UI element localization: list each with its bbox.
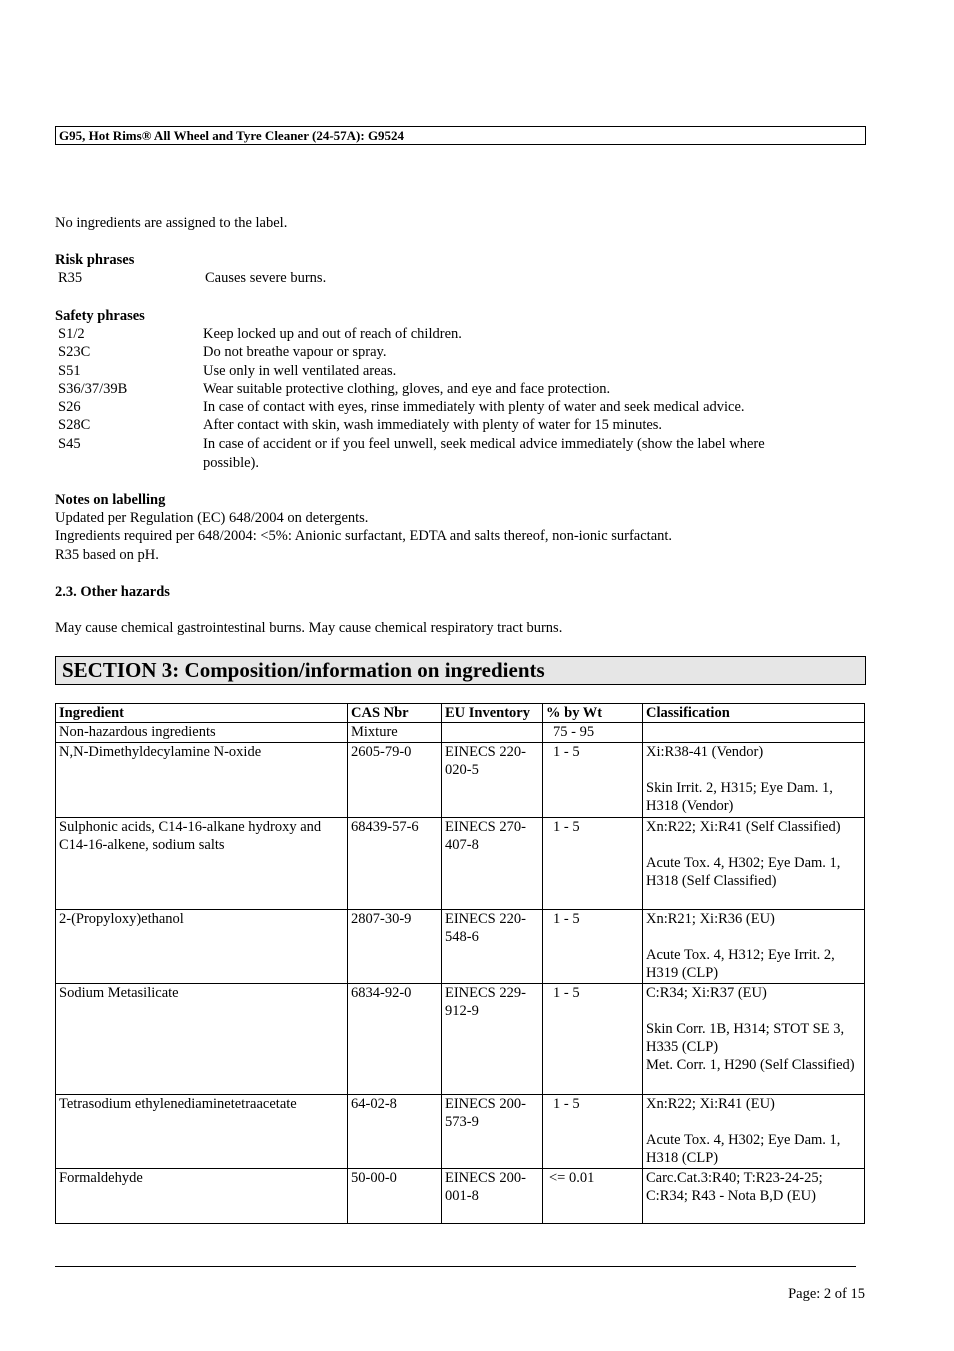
classification-cell (643, 742, 865, 817)
classification-cell (643, 1168, 865, 1223)
safety-phrases-heading: Safety phrases (55, 308, 145, 324)
eu-inventory-cell: EINECS 220-020-5 (442, 742, 543, 817)
risk-phrases-heading: Risk phrases (55, 252, 135, 268)
classification-legacy: Xn:R22; Xi:R41 (EU) (646, 1095, 775, 1112)
table-row (56, 1094, 865, 1168)
column-header-weight: % by Wt (543, 704, 643, 723)
product-title: G95, Hot Rims® All Wheel and Tyre Cleaner (24-57A): G9524 (59, 128, 405, 143)
eu-inventory-cell: EINECS 220-548-6 (442, 909, 543, 983)
ingredient-cell: N,N-Dimethyldecylamine N-oxide (56, 742, 348, 817)
cas-cell: Mixture (348, 723, 442, 742)
safety-phrase-text: Use only in well ventilated areas. (203, 363, 397, 379)
weight-cell: 1 - 5 (543, 742, 643, 817)
cas-cell: 2807-30-9 (348, 909, 442, 983)
labelling-note: Updated per Regulation (EC) 648/2004 on detergents. (55, 510, 369, 526)
page-number: Page: 2 of 15 (788, 1286, 865, 1302)
weight-cell: 1 - 5 (543, 909, 643, 983)
column-header-ingredient: Ingredient (56, 704, 348, 723)
classification-clp-extra: Met. Corr. 1, H290 (Self Classified) (646, 1057, 855, 1074)
weight-cell: 1 - 5 (543, 983, 643, 1094)
ingredient-cell: Non-hazardous ingredients (56, 723, 348, 742)
classification-clp: Acute Tox. 4, H312; Eye Irrit. 2, H319 (CLP) (646, 946, 835, 982)
classification-legacy: Xi:R38-41 (Vendor) (646, 743, 764, 760)
classification-legacy: Xn:R21; Xi:R36 (EU) (646, 910, 775, 927)
ingredient-cell: Formaldehyde (56, 1168, 348, 1223)
label-note: No ingredients are assigned to the label. (55, 215, 288, 231)
cas-cell: 50-00-0 (348, 1168, 442, 1223)
column-header-cas: CAS Nbr (348, 704, 442, 723)
classification-cell (643, 1094, 865, 1168)
weight-cell: <= 0.01 (543, 1168, 643, 1223)
weight-cell: 1 - 5 (543, 817, 643, 909)
column-header-classification: Classification (643, 704, 865, 723)
classification-legacy: Carc.Cat.3:R40; T:R23-24-25; C:R34; R43 - Nota B,D (EU) (646, 1169, 823, 1204)
classification-clp: Acute Tox. 4, H302; Eye Dam. 1, H318 (Self Classified) (646, 854, 841, 890)
section-3-header (55, 656, 866, 685)
table-row (56, 742, 865, 817)
safety-phrase-text: Wear suitable protective clothing, gloves, and eye and face protection. (203, 381, 611, 397)
labelling-note: Ingredients required per 648/2004: <5%: Anionic surfactant, EDTA and salts thereof, non-ionic surfactant. (55, 528, 673, 544)
ingredient-cell: Sodium Metasilicate (56, 983, 348, 1094)
column-header-eu-inventory: EU Inventory (442, 704, 543, 723)
document-header (55, 126, 866, 145)
classification-cell (643, 723, 865, 742)
labelling-note: R35 based on pH. (55, 547, 159, 563)
safety-phrase-text-continued: possible). (203, 455, 259, 471)
other-hazards-text: May cause chemical gastrointestinal burns. May cause chemical respiratory tract burns. (55, 620, 563, 636)
cas-cell: 2605-79-0 (348, 742, 442, 817)
ingredient-cell: 2-(Propyloxy)ethanol (56, 909, 348, 983)
classification-clp: Acute Tox. 4, H302; Eye Dam. 1, H318 (CLP) (646, 1131, 841, 1167)
weight-cell: 1 - 5 (543, 1094, 643, 1168)
safety-phrase-code: S45 (58, 436, 81, 452)
eu-inventory-cell (442, 723, 543, 742)
classification-legacy: Xn:R22; Xi:R41 (Self Classified) (646, 818, 841, 835)
section-3-title: SECTION 3: Composition/information on ingredients (62, 658, 545, 682)
table-header-row (56, 704, 865, 723)
classification-cell (643, 909, 865, 983)
footer-divider (55, 1266, 856, 1267)
table-row (56, 723, 865, 742)
cas-cell: 68439-57-6 (348, 817, 442, 909)
weight-cell: 75 - 95 (543, 723, 643, 742)
classification-cell (643, 983, 865, 1094)
notes-on-labelling-heading: Notes on labelling (55, 492, 166, 508)
cas-cell: 64-02-8 (348, 1094, 442, 1168)
safety-phrase-text: In case of contact with eyes, rinse immediately with plenty of water and seek medical advice. (203, 399, 745, 415)
table-row (56, 983, 865, 1094)
risk-phrase-text: Causes severe burns. (205, 270, 327, 286)
safety-phrase-code: S28C (58, 417, 91, 433)
eu-inventory-cell: EINECS 270-407-8 (442, 817, 543, 909)
table-row (56, 1168, 865, 1223)
safety-phrase-code: S23C (58, 344, 91, 360)
safety-phrase-text: In case of accident or if you feel unwell, seek medical advice immediately (show the label where (203, 436, 765, 452)
safety-phrase-code: S26 (58, 399, 81, 415)
ingredient-cell: Sulphonic acids, C14-16-alkane hydroxy and C14-16-alkene, sodium salts (56, 817, 348, 909)
risk-phrase-code: R35 (58, 270, 83, 286)
safety-phrase-text: Keep locked up and out of reach of children. (203, 326, 462, 342)
other-hazards-heading: 2.3. Other hazards (55, 584, 170, 600)
classification-clp: Skin Irrit. 2, H315; Eye Dam. 1, H318 (Vendor) (646, 779, 833, 815)
ingredient-cell: Tetrasodium ethylenediaminetetraacetate (56, 1094, 348, 1168)
classification-clp: Skin Corr. 1B, H314; STOT SE 3, H335 (CLP) (646, 1020, 845, 1056)
classification-legacy: C:R34; Xi:R37 (EU) (646, 984, 767, 1001)
safety-phrase-code: S36/37/39B (58, 381, 128, 397)
classification-cell (643, 817, 865, 909)
table-row (56, 817, 865, 909)
safety-phrase-code: S51 (58, 363, 81, 379)
eu-inventory-cell: EINECS 200-001-8 (442, 1168, 543, 1223)
safety-phrase-text: After contact with skin, wash immediately with plenty of water for 15 minutes. (203, 417, 663, 433)
eu-inventory-cell: EINECS 200-573-9 (442, 1094, 543, 1168)
safety-phrase-code: S1/2 (58, 326, 85, 342)
cas-cell: 6834-92-0 (348, 983, 442, 1094)
ingredients-table (55, 703, 865, 1224)
table-row (56, 909, 865, 983)
eu-inventory-cell: EINECS 229-912-9 (442, 983, 543, 1094)
safety-phrase-text: Do not breathe vapour or spray. (203, 344, 387, 360)
